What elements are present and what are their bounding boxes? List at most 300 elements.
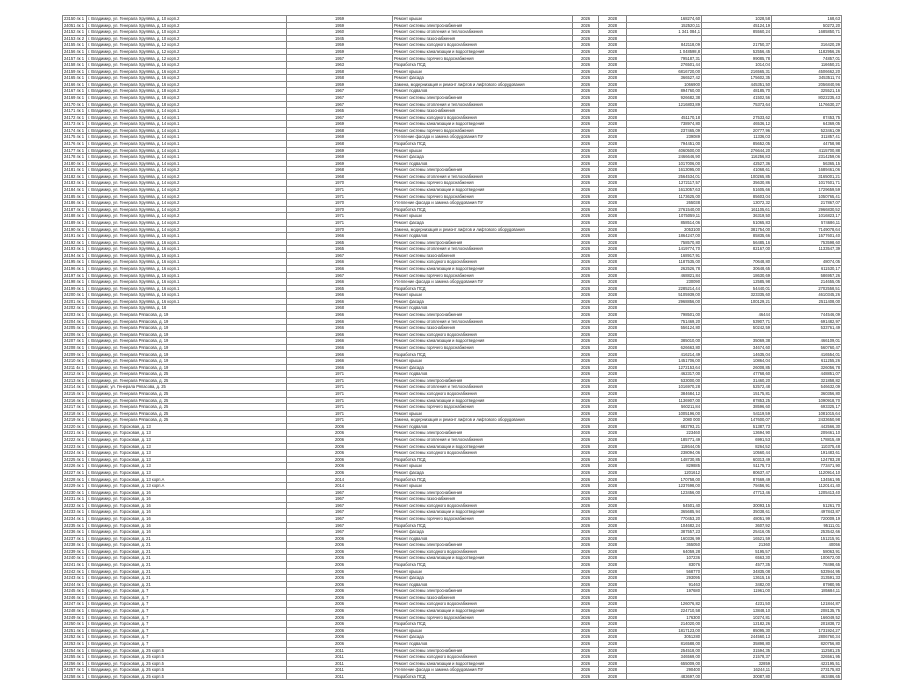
table-row [63, 660, 842, 667]
address-cell: г. Владимир, ул. Гороховая, д. 21 [87, 581, 287, 588]
address-cell: г. Владимир, ул. Генерала Хрулёва, д. 16 корп.1 [87, 265, 287, 272]
year-cell: 1971 [287, 219, 393, 226]
fund-cell: 10274,81 [702, 614, 772, 621]
fund-cell: 51175,73 [702, 463, 772, 470]
work-type-cell: Ремонт фасада [393, 469, 573, 476]
end-year-cell: 2028 [599, 469, 627, 476]
table-row [63, 305, 842, 312]
year-cell: 2006 [287, 588, 393, 595]
cost-cell: 1016970,28 [627, 384, 702, 391]
end-year-cell: 2028 [599, 42, 627, 49]
fund-cell [702, 331, 772, 338]
end-year-cell: 2028 [599, 292, 627, 299]
start-year-cell: 2026 [573, 127, 599, 134]
row-id-cell: 24171 4к 1 [63, 108, 87, 115]
work-type-cell: Ремонт подвалов [393, 423, 573, 430]
row-id-cell: 24189 4к 1 [63, 219, 87, 226]
row-id-cell: 24254 4к 1 [63, 647, 87, 654]
end-year-cell: 2028 [599, 404, 627, 411]
table-row [63, 667, 842, 674]
year-cell: 1969 [287, 160, 393, 167]
end-year-cell: 2028 [599, 483, 627, 490]
cost-cell: 1 048598,8 [627, 48, 702, 55]
year-cell: 1967 [287, 114, 393, 121]
remaining-cell: 116650,21 [772, 62, 842, 69]
start-year-cell: 2026 [573, 265, 599, 272]
row-id-cell: 24181 4к 1 [63, 167, 87, 174]
remaining-cell: 311857,41 [772, 134, 842, 141]
end-year-cell: 2028 [599, 614, 627, 621]
row-id-cell: 24200 4к 1 [63, 292, 87, 299]
table-row [63, 318, 842, 325]
fund-cell: 12182,26 [702, 621, 772, 628]
row-id-cell: 24202 4к 1 [63, 305, 87, 312]
cost-cell: 54501,40 [627, 502, 702, 509]
address-cell: г. Владимир, ул. Генерала Хрулёва, д. 14 корп.1 [87, 147, 287, 154]
remaining-cell: 1120914,10 [772, 469, 842, 476]
year-cell: 1960 [287, 29, 393, 36]
end-year-cell: 2028 [599, 167, 627, 174]
work-type-cell: Ремонт системы холодного водоснабжения [393, 42, 573, 49]
start-year-cell: 2026 [573, 213, 599, 220]
table-row [63, 154, 842, 161]
cost-cell: 197680 [627, 588, 702, 595]
work-type-cell: Ремонт системы канализации и водоотведения [393, 48, 573, 55]
table-row [63, 654, 842, 661]
work-type-cell: Ремонт подвалов [393, 160, 573, 167]
address-cell: г. Владимир, ул. Генерала Хрулёва, д. 14 корп.2 [87, 219, 287, 226]
row-id-cell: 24241 4к 1 [63, 561, 87, 568]
start-year-cell: 2026 [573, 94, 599, 101]
year-cell: 2011 [287, 660, 393, 667]
cost-cell: 238094,06 [627, 450, 702, 457]
remaining-cell: 208135,75 [772, 608, 842, 615]
start-year-cell: 2026 [573, 647, 599, 654]
end-year-cell: 2028 [599, 68, 627, 75]
year-cell: 1966 [287, 318, 393, 325]
cost-cell: 1817123,00 [627, 627, 702, 634]
row-id-cell: 24192 4к 1 [63, 239, 87, 246]
work-type-cell: Ремонт крыши [393, 213, 573, 220]
cost-cell: 462317,00 [627, 371, 702, 378]
work-type-cell: Ремонт системы канализации и водоотведения [393, 338, 573, 345]
cost-cell: 1272117,57 [627, 180, 702, 187]
start-year-cell: 2026 [573, 542, 599, 549]
work-type-cell: Ремонт системы горячего водоснабжения [393, 55, 573, 62]
address-cell: г. Владимир, ул. Гороховая, д. 7 [87, 614, 287, 621]
address-cell: г. Владимир, ул. Генерала Ряпасова, д. 19 [87, 338, 287, 345]
address-cell: г. Владимир, ул. Гороховая, д. 16 [87, 522, 287, 529]
table-row [63, 265, 842, 272]
end-year-cell: 2028 [599, 601, 627, 608]
row-id-cell: 24180 4к 1 [63, 160, 87, 167]
table-row [63, 108, 842, 115]
year-cell: 1968 [287, 305, 393, 312]
year-cell: 2011 [287, 667, 393, 674]
row-id-cell: 24235 4к 1 [63, 522, 87, 529]
cost-cell: 533000,00 [627, 377, 702, 384]
fund-cell: 30648,65 [702, 265, 772, 272]
start-year-cell: 2026 [573, 515, 599, 522]
remaining-cell: 422195,51 [772, 660, 842, 667]
address-cell: г. Владимир, ул. Генерала Хрулёва, д. 16 корп.2 [87, 62, 287, 69]
cost-cell: 626663,80 [627, 344, 702, 351]
table-row [63, 358, 842, 365]
fund-cell: 1028,58 [702, 16, 772, 23]
year-cell: 2006 [287, 575, 393, 582]
table-row [63, 509, 842, 516]
work-type-cell: Ремонт системы канализации и водоотведения [393, 555, 573, 562]
work-type-cell: Ремонт фасада [393, 219, 573, 226]
work-type-cell: Утепление фасада и замена оборудования ПУ [393, 279, 573, 286]
table-row [63, 338, 842, 345]
end-year-cell: 2028 [599, 226, 627, 233]
fund-cell: 11961,00 [702, 588, 772, 595]
address-cell: г. Владимир, ул. Гороховая, д. 13 [87, 430, 287, 437]
row-id-cell: 24226 4к 1 [63, 463, 87, 470]
table-row [63, 640, 842, 647]
remaining-cell [772, 331, 842, 338]
address-cell: г. Владимир, ул. Гороховая, д. 21 [87, 568, 287, 575]
row-id-cell: 24191 4к 1 [63, 233, 87, 240]
table-row [63, 417, 842, 424]
table-row [63, 489, 842, 496]
cost-cell: 6816720,00 [627, 68, 702, 75]
remaining-cell: 78498,65 [772, 561, 842, 568]
fund-cell: 216565,31 [702, 68, 772, 75]
address-cell: г. Владимир, ул. Гороховая, д. 21 [87, 561, 287, 568]
fund-cell: 85603,04 [702, 193, 772, 200]
end-year-cell: 2028 [599, 55, 627, 62]
fund-cell: 1014,04 [702, 62, 772, 69]
work-type-cell: Ремонт системы отопления и теплоснабжения [393, 173, 573, 180]
fund-cell: 42527,36 [702, 160, 772, 167]
work-type-cell: Ремонт крыши [393, 292, 573, 299]
work-type-cell: Разработка ПСД [393, 285, 573, 292]
end-year-cell: 2028 [599, 555, 627, 562]
end-year-cell: 2028 [599, 305, 627, 312]
fund-cell: 87853,25 [702, 397, 772, 404]
start-year-cell: 2026 [573, 292, 599, 299]
start-year-cell: 2026 [573, 377, 599, 384]
work-type-cell: Ремонт системы канализации и водоотведения [393, 443, 573, 450]
spreadsheet-page [62, 15, 841, 679]
address-cell: г. Владимир, ул. Генерала Ряпасова, д. 19 [87, 364, 287, 371]
table-row [63, 634, 842, 641]
address-cell: г. Владимir, ул. Генерала Ряпасова, д. 25 [87, 384, 287, 391]
fund-cell: 10560,44 [702, 450, 772, 457]
table-row [63, 673, 842, 680]
start-year-cell: 2026 [573, 581, 599, 588]
work-type-cell: Разработка ПСД [393, 351, 573, 358]
start-year-cell: 2026 [573, 29, 599, 36]
cost-cell: 682793,21 [627, 423, 702, 430]
work-type-cell: Ремонт системы электроснабжения [393, 22, 573, 29]
work-type-cell: Ремонт фасада [393, 364, 573, 371]
remaining-cell: 497843,87 [772, 509, 842, 516]
address-cell: г. Владимир, ул. Генерала Ряпасова, д. 19 [87, 331, 287, 338]
work-type-cell: Разработка ПСД [393, 62, 573, 69]
address-cell: г. Владимир, ул. Гороховая, д. 7 [87, 621, 287, 628]
row-id-cell: 24214 4к 1 [63, 384, 87, 391]
row-id-cell: 24231 4к 1 [63, 496, 87, 503]
start-year-cell: 2026 [573, 640, 599, 647]
remaining-cell: 2433650,98 [772, 417, 842, 424]
work-type-cell: Ремонт крыши [393, 147, 573, 154]
address-cell: г. Владимир, ул. Гороховая, д. 13 [87, 463, 287, 470]
table-row [63, 16, 842, 23]
year-cell: 1959 [287, 42, 393, 49]
table-row [63, 377, 842, 384]
row-id-cell: 24255 4к 1 [63, 654, 87, 661]
address-cell: г. Владимир, ул. Гороховая, д. 16 [87, 502, 287, 509]
work-type-cell: Ремонт системы горячего водоснабжения [393, 404, 573, 411]
work-type-cell: Ремонт системы горячего водоснабжения [393, 180, 573, 187]
end-year-cell: 2028 [599, 535, 627, 542]
address-cell: г. Владимир, ул. Генерала Хрулёва, д. 14 корп.1 [87, 108, 287, 115]
year-cell: 2006 [287, 634, 393, 641]
remaining-cell: 574686,11 [772, 219, 842, 226]
row-id-cell: 24242 4к 1 [63, 568, 87, 575]
address-cell: г. Владимир, ул. Генерала Хрулёва, д. 14 корп.1 [87, 127, 287, 134]
cost-cell: 451170,18 [627, 114, 702, 121]
start-year-cell: 2026 [573, 397, 599, 404]
address-cell: г. Владимир, ул. Гороховая, д. 7 [87, 634, 287, 641]
address-cell: г. Владимир, ул. Гороховая, д. 25 корп.5 [87, 673, 287, 680]
year-cell: 1971 [287, 193, 393, 200]
table-row [63, 81, 842, 88]
table-row [63, 101, 842, 108]
start-year-cell: 2026 [573, 331, 599, 338]
cost-cell [627, 35, 702, 42]
start-year-cell: 2026 [573, 154, 599, 161]
remaining-cell: 2056840,96 [772, 81, 842, 88]
year-cell: 1965 [287, 239, 393, 246]
table-row [63, 397, 842, 404]
end-year-cell: 2028 [599, 200, 627, 207]
remaining-cell: 4610345,26 [772, 292, 842, 299]
work-type-cell: Утепление фасада и замена оборудования ПУ [393, 134, 573, 141]
row-id-cell: 24176 4к 1 [63, 140, 87, 147]
work-type-cell: Ремонт системы канализации и водоотведения [393, 509, 573, 516]
table-row [63, 627, 842, 634]
end-year-cell: 2028 [599, 75, 627, 82]
row-id-cell: 24224 4к 1 [63, 450, 87, 457]
cost-cell: 104682,24 [627, 522, 702, 529]
address-cell: г. Владимир, ул. Генерала Хрулёва, д. 16 корп.1 [87, 259, 287, 266]
table-row [63, 252, 842, 259]
remaining-cell: 50272,20 [772, 22, 842, 29]
cost-cell: 230090 [627, 279, 702, 286]
start-year-cell: 2026 [573, 384, 599, 391]
row-id-cell: 24213 4к 1 [63, 377, 87, 384]
fund-cell: 276644,20 [702, 147, 772, 154]
start-year-cell: 2026 [573, 305, 599, 312]
table-row [63, 35, 842, 42]
table-row [63, 581, 842, 588]
address-cell: г. Владимир, ул. Гороховая, д. 7 [87, 588, 287, 595]
work-type-cell: Разработка ПСД [393, 673, 573, 680]
remaining-cell: 166049,52 [772, 614, 842, 621]
start-year-cell: 2026 [573, 219, 599, 226]
start-year-cell: 2026 [573, 318, 599, 325]
table-row [63, 384, 842, 391]
table-row [63, 548, 842, 555]
remaining-cell: 168,63 [772, 16, 842, 23]
cost-cell: 758570,80 [627, 239, 702, 246]
fund-cell: 30087,80 [702, 673, 772, 680]
address-cell: г. Владимир, ул. Гороховая, д. 13 корп.А [87, 476, 287, 483]
year-cell: 2006 [287, 627, 393, 634]
row-id-cell: 24205 4к 1 [63, 325, 87, 332]
fund-cell: 41502,56 [702, 94, 772, 101]
address-cell: г. Владимир, ул. Генерала Ряпасова, д. 19 [87, 351, 287, 358]
end-year-cell: 2028 [599, 456, 627, 463]
year-cell: 1967 [287, 509, 393, 516]
cost-cell: 1066900 [627, 81, 702, 88]
table-row [63, 555, 842, 562]
fund-cell: 52556,45 [702, 48, 772, 55]
end-year-cell: 2028 [599, 213, 627, 220]
work-type-cell: Ремонт фасада [393, 154, 573, 161]
work-type-cell: Ремонт системы канализации и водоотведения [393, 121, 573, 128]
start-year-cell: 2026 [573, 200, 599, 207]
end-year-cell: 2028 [599, 154, 627, 161]
remaining-cell: 51261,70 [772, 502, 842, 509]
address-cell: г. Владимир, ул. Генерала Хрулёва, д. 10 корп.2 [87, 35, 287, 42]
start-year-cell: 2026 [573, 404, 599, 411]
year-cell: 2006 [287, 548, 393, 555]
work-type-cell: Ремонт крыши [393, 627, 573, 634]
end-year-cell: 2028 [599, 285, 627, 292]
table-row [63, 502, 842, 509]
fund-cell: 54440,01 [702, 285, 772, 292]
table-row [63, 88, 842, 95]
address-cell: г. Владимир, ул. Гороховая, д. 16 [87, 496, 287, 503]
table-row [63, 476, 842, 483]
year-cell: 1966 [287, 325, 393, 332]
start-year-cell: 2026 [573, 101, 599, 108]
end-year-cell: 2028 [599, 640, 627, 647]
start-year-cell: 2026 [573, 42, 599, 49]
table-row [63, 75, 842, 82]
table-row [63, 200, 842, 207]
fund-cell: 51605,66 [702, 187, 772, 194]
remaining-cell: 87980,95 [772, 581, 842, 588]
row-id-cell: 24159 4к 1 [63, 68, 87, 75]
year-cell: 1966 [287, 351, 393, 358]
work-type-cell: Ремонт фасада [393, 75, 573, 82]
start-year-cell: 2026 [573, 344, 599, 351]
fund-cell: 70648,80 [702, 259, 772, 266]
end-year-cell: 2028 [599, 81, 627, 88]
end-year-cell: 2028 [599, 377, 627, 384]
row-id-cell: 24253 4к 1 [63, 640, 87, 647]
row-id-cell: 24197 4к 1 [63, 272, 87, 279]
row-id-cell: 24249 4к 1 [63, 614, 87, 621]
table-row [63, 187, 842, 194]
start-year-cell: 2026 [573, 55, 599, 62]
cost-cell: 254518,00 [627, 647, 702, 654]
work-type-cell: Ремонт подвалов [393, 581, 573, 588]
fund-cell: 3607,92 [702, 522, 772, 529]
remaining-cell: 448851,07 [772, 371, 842, 378]
fund-cell: 48051,99 [702, 515, 772, 522]
fund-cell: 10864,04 [702, 358, 772, 365]
end-year-cell: 2028 [599, 423, 627, 430]
end-year-cell: 2028 [599, 272, 627, 279]
start-year-cell: 2026 [573, 312, 599, 319]
year-cell: 2006 [287, 535, 393, 542]
fund-cell: 20777,96 [702, 127, 772, 134]
row-id-cell: 24172 4к 1 [63, 114, 87, 121]
address-cell: г. Владимир, ул. Гороховая, д. 25 корп.5 [87, 667, 287, 674]
row-id-cell: 24239 4к 1 [63, 548, 87, 555]
table-row [63, 233, 842, 240]
end-year-cell: 2028 [599, 88, 627, 95]
year-cell: 1971 [287, 371, 393, 378]
cost-cell: 265038 [627, 200, 702, 207]
remaining-cell: 523461,09 [772, 127, 842, 134]
table-row [63, 496, 842, 503]
cost-cell: 2053100 [627, 226, 702, 233]
row-id-cell: 24198 4к 1 [63, 279, 87, 286]
work-type-cell: Ремонт подвалов [393, 305, 573, 312]
row-id-cell: 24185 4к 1 [63, 193, 87, 200]
work-type-cell: Ремонт системы холодного водоснабжения [393, 601, 573, 608]
fund-cell: 244560,13 [702, 634, 772, 641]
fund-cell: 30093,15 [702, 502, 772, 509]
address-cell: г. Владимир, ул. Генерала Ряпасова, д. 19 [87, 318, 287, 325]
fund-cell [702, 594, 772, 601]
cost-cell: 293095 [627, 575, 702, 582]
work-type-cell: Ремонт системы отопления и теплоснабжения [393, 318, 573, 325]
year-cell: 1966 [287, 358, 393, 365]
work-type-cell: Ремонт крыши [393, 68, 573, 75]
end-year-cell: 2028 [599, 35, 627, 42]
work-type-cell: Ремонт системы холодного водоснабжения [393, 502, 573, 509]
row-id-cell: 24165 4к 1 [63, 75, 87, 82]
address-cell: г. Владимир, ул. Гороховая, д. 21 [87, 575, 287, 582]
fund-cell: 116256,83 [702, 154, 772, 161]
address-cell: г. Владимир, ул. Гороховая, д. 16 [87, 529, 287, 536]
end-year-cell: 2028 [599, 621, 627, 628]
row-id-cell: 24175 4к 1 [63, 134, 87, 141]
remaining-cell: 1050765,41 [772, 193, 842, 200]
work-type-cell: Замена, модернизация и ремонт лифтов и лифтового оборудования [393, 226, 573, 233]
work-type-cell: Ремонт системы горячего водоснабжения [393, 344, 573, 351]
table-row [63, 94, 842, 101]
table-row [63, 588, 842, 595]
start-year-cell: 2026 [573, 298, 599, 305]
remaining-cell: 121844,87 [772, 601, 842, 608]
end-year-cell: 2028 [599, 147, 627, 154]
fund-cell: 46536,12 [702, 121, 772, 128]
year-cell: 1967 [287, 88, 393, 95]
cost-cell: 365685,94 [627, 509, 702, 516]
cost-cell: 1272153,64 [627, 364, 702, 371]
table-row [63, 298, 842, 305]
table-row [63, 29, 842, 36]
cost-cell: 560211,84 [627, 404, 702, 411]
address-cell: г. Владимир, ул. Генерала Ряпасова, д. 19 [87, 312, 287, 319]
fund-cell: 13615,16 [702, 575, 772, 582]
cost-cell: 239089 [627, 134, 702, 141]
remaining-cell: 753598,60 [772, 239, 842, 246]
address-cell: г. Владимир, ул. Гороховая, д. 16 [87, 509, 287, 516]
start-year-cell: 2026 [573, 469, 599, 476]
cost-cell: 1173625,00 [627, 193, 702, 200]
